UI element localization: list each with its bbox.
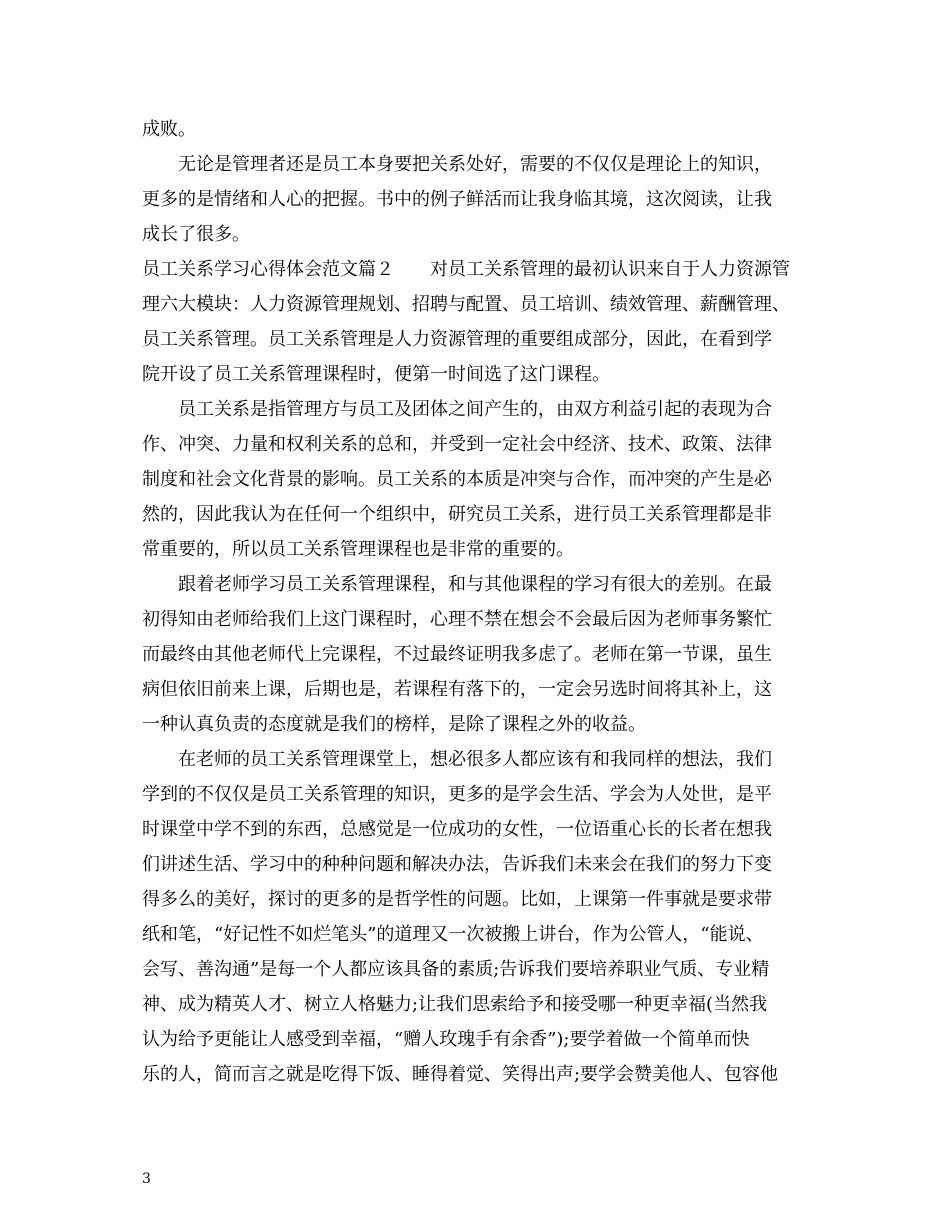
text-line: 员工关系管理。员工关系管理是人力资源管理的重要组成部分，因此，在看到学 (142, 329, 772, 350)
text-line: 跟着老师学习员工关系管理课程，和与其他课程的学习有很大的差别。在最 (178, 574, 772, 595)
text-line: 然的，因此我认为在任何一个组织中，研究员工关系，进行员工关系管理都是非 (142, 504, 772, 525)
text-line: 时课堂中学不到的东西，总感觉是一位成功的女性，一位语重心长的长者在想我 (142, 819, 772, 840)
text-line: 成长了很多。 (142, 224, 250, 245)
text-line: 院开设了员工关系管理课程时，便第一时间选了这门课程。 (142, 364, 610, 385)
text-line: 认为给予更能让人感受到幸福，“赠人玫瑰手有余香”);要学着做一个简单而快 (142, 1029, 750, 1050)
text-line: 成败。 (142, 119, 196, 140)
text-line: 更多的是情绪和人心的把握。书中的例子鲜活而让我身临其境，这次阅读，让我 (142, 189, 772, 210)
text-line: 纸和笔，“好记性不如烂笔头”的道理又一次被搬上讲台，作为公管人，“能说、 (142, 924, 764, 945)
text-line: 乐的人，简而言之就是吃得下饭、睡得着觉、笑得出声;要学会赞美他人、包容他 (142, 1064, 779, 1085)
text-line: 制度和社会文化背景的影响。员工关系的本质是冲突与合作，而冲突的产生是必 (142, 469, 772, 490)
text-line: 员工关系学习心得体会范文篇２ 对员工关系管理的最初认识来自于人力资源管 (142, 259, 790, 280)
text-line: 初得知由老师给我们上这门课程时，心理不禁在想会不会最后因为老师事务繁忙 (142, 609, 772, 630)
text-line: 而最终由其他老师代上完课程，不过最终证明我多虑了。老师在第一节课，虽生 (142, 644, 772, 665)
text-line: 作、冲突、力量和权利关系的总和，并受到一定社会中经济、技术、政策、法律 (142, 434, 772, 455)
text-line: 在老师的员工关系管理课堂上，想必很多人都应该有和我同样的想法，我们 (178, 749, 772, 770)
text-line: 们讲述生活、学习中的种种问题和解决办法，告诉我们未来会在我们的努力下变 (142, 854, 772, 875)
text-line: 一种认真负责的态度就是我们的榜样，是除了课程之外的收益。 (142, 714, 646, 735)
text-line: 无论是管理者还是员工本身要把关系处好，需要的不仅仅是理论上的知识， (178, 154, 772, 175)
text-line: 病但依旧前来上课，后期也是，若课程有落下的，一定会另选时间将其补上，这 (142, 679, 772, 700)
text-line: 理六大模块：人力资源管理规划、招聘与配置、员工培训、绩效管理、薪酬管理、 (142, 294, 790, 315)
text-line: 会写、善沟通”是每一个人都应该具备的素质;告诉我们要培养职业气质、专业精 (142, 959, 770, 980)
text-line: 学到的不仅仅是员工关系管理的知识，更多的是学会生活、学会为人处世，是平 (142, 784, 772, 805)
text-line: 常重要的，所以员工关系管理课程也是非常的重要的。 (142, 539, 574, 560)
text-line: 得多么的美好，探讨的更多的是哲学性的问题。比如，上课第一件事就是要求带 (142, 889, 772, 910)
page-number: 3 (142, 1171, 151, 1187)
text-line: 神、成为精英人才、树立人格魅力;让我们思索给予和接受哪一种更幸福(当然我 (142, 994, 768, 1015)
text-line: 员工关系是指管理方与员工及团体之间产生的，由双方利益引起的表现为合 (178, 399, 772, 420)
